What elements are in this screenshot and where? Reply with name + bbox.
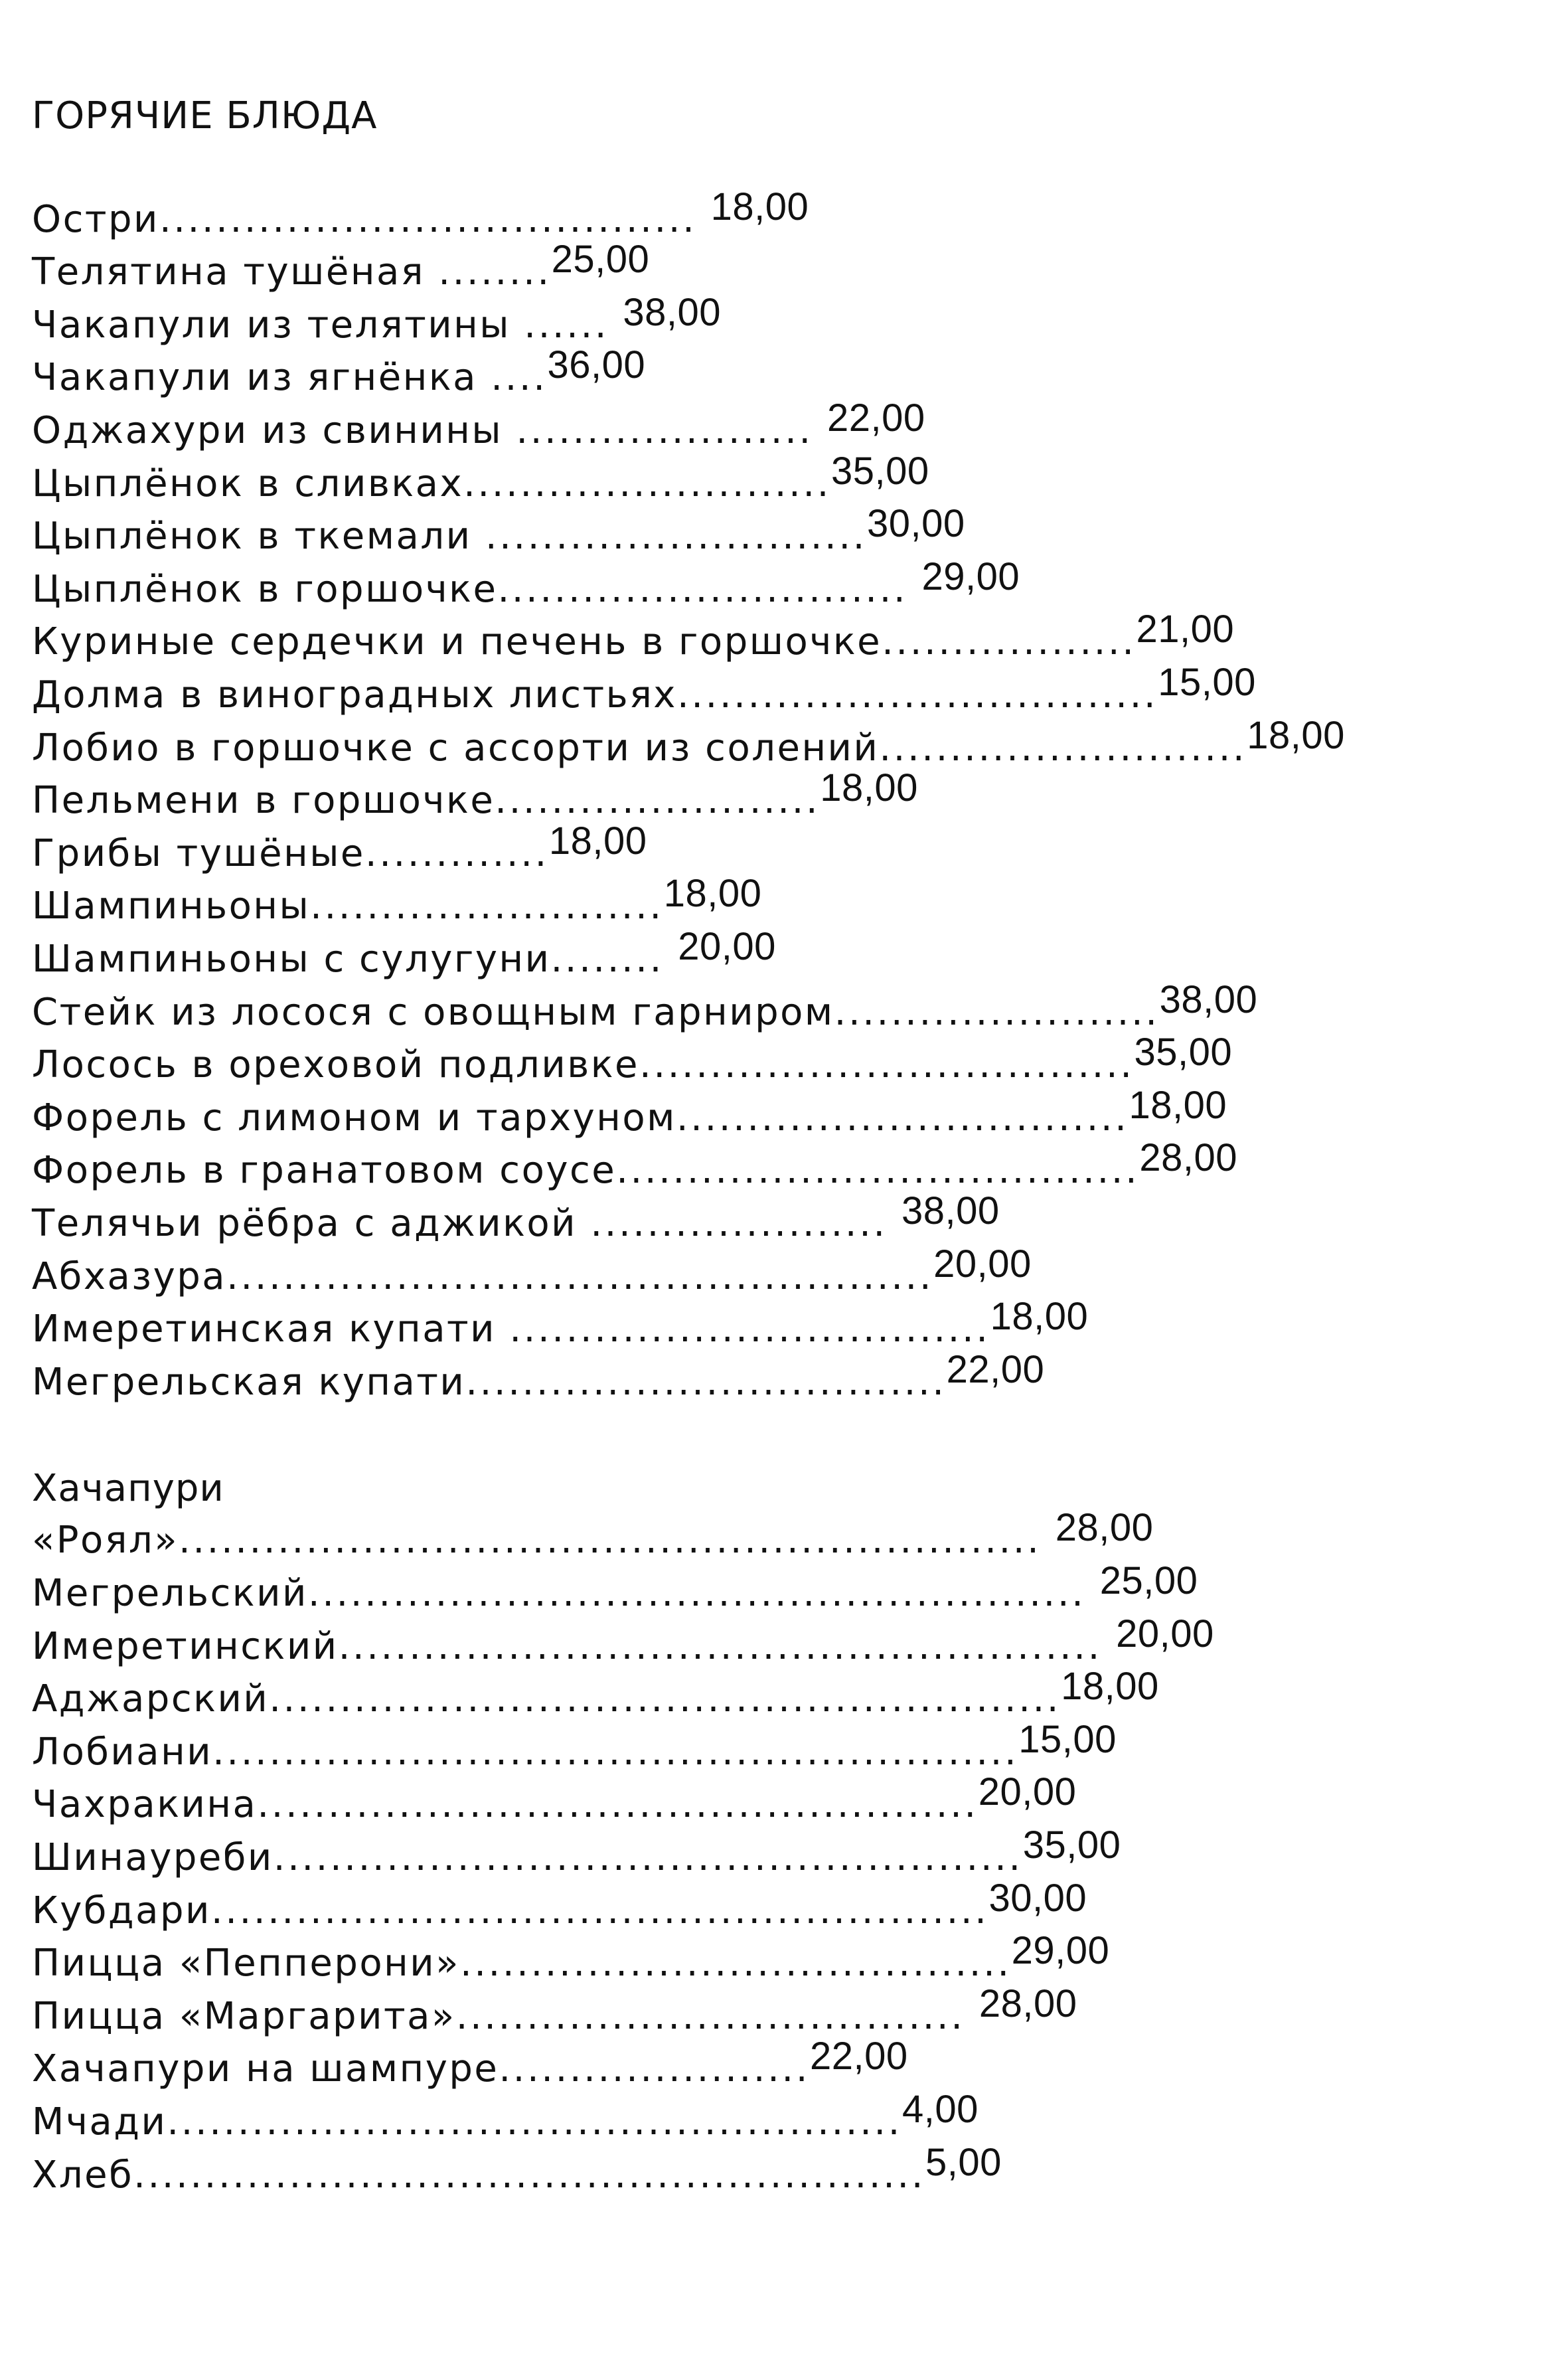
item-price: 18,00 [1061, 1665, 1159, 1708]
dot-leader: ........ [550, 938, 678, 981]
item-price: 20,00 [678, 925, 776, 968]
menu-item [32, 608, 1235, 669]
item-price: 22,00 [946, 1348, 1045, 1391]
menu-item [32, 2141, 1002, 2202]
item-name: Форель в гранатовом соусе [32, 1149, 617, 1192]
item-name: Мегрельская купати [32, 1361, 466, 1404]
dot-leader: .................................. [509, 1307, 990, 1351]
dot-leader: ...... [524, 303, 623, 347]
item-price: 4,00 [902, 2088, 979, 2131]
item-name: Стейк из лосося с овощным гарниром [32, 991, 834, 1034]
dot-leader: ................................................... [257, 1783, 979, 1826]
item-name: Цыплёнок в горшочке [32, 568, 498, 611]
dot-leader: .................................................... [167, 2100, 902, 2144]
dot-leader: ..................................... [616, 1149, 1140, 1192]
item-name: Абхазура [32, 1255, 227, 1298]
item-name: Чакапули из телятины [32, 303, 524, 347]
menu-item [32, 396, 925, 458]
menu-item [32, 2035, 908, 2096]
item-price: 15,00 [1158, 661, 1256, 704]
item-name: Мчади [32, 2100, 167, 2144]
menu-item [32, 1242, 1032, 1304]
menu-item [32, 661, 1256, 722]
item-price: 28,00 [1055, 1506, 1154, 1549]
item-name: Шинауреби [32, 1836, 274, 1879]
item-price: 28,00 [979, 1982, 1077, 2025]
item-price: 28,00 [1139, 1136, 1238, 1179]
item-name: Чахракина [32, 1783, 258, 1826]
menu-item [32, 2088, 979, 2149]
item-name: Лосось в ореховой подливке [32, 1043, 640, 1086]
item-name: Шампиньоны с сулугуни [32, 938, 551, 981]
item-price: 38,00 [902, 1189, 1000, 1232]
item-name: Грибы тушёные [32, 832, 365, 875]
section-title-hot-dishes: ГОРЯЧИЕ БЛЮДА [32, 94, 378, 137]
dot-leader: .......................... [463, 462, 831, 505]
dot-leader: ................................ [676, 1096, 1129, 1139]
item-name: Лобио в горшочке с ассорти из солений [32, 726, 880, 770]
menu-item [32, 185, 809, 246]
dot-leader: ........................................................ [133, 2153, 925, 2197]
item-name: Телячьи рёбра с аджикой [32, 1202, 591, 1245]
menu-item [32, 1612, 1214, 1673]
item-price: 18,00 [1129, 1084, 1227, 1127]
dot-leader: .... [491, 356, 548, 399]
item-name: Телятина тушёная [32, 250, 439, 294]
dot-leader: ....................................... [459, 1942, 1012, 1985]
item-price: 35,00 [830, 450, 929, 493]
item-name: Пицца «Маргарита» [32, 1995, 456, 2038]
item-name: Пельмени в горшочке [32, 779, 495, 822]
menu-item [32, 555, 1020, 616]
item-price: 20,00 [933, 1242, 1032, 1286]
item-price: 38,00 [623, 291, 722, 334]
item-name: Имеретинская купати [32, 1307, 510, 1351]
dot-leader: ............. [364, 832, 549, 875]
item-name: Оджахури из свинины [32, 409, 516, 452]
item-price: 18,00 [548, 819, 647, 863]
dot-leader: ...................................................... [338, 1625, 1117, 1668]
dot-leader: ........ [438, 250, 552, 294]
dot-leader: ............................. [497, 568, 922, 611]
item-name: Форель с лимоном и тархуном [32, 1096, 676, 1139]
menu-item [32, 1559, 1198, 1620]
menu-item [32, 872, 762, 933]
item-price: 22,00 [827, 396, 925, 440]
item-price: 29,00 [1011, 1929, 1110, 1972]
dot-leader: ........................................................ [269, 1677, 1061, 1721]
dot-leader: ..................................................... [273, 1836, 1023, 1879]
item-name: Лобиани [32, 1730, 213, 1774]
dot-leader: .................................. [676, 673, 1158, 716]
menu-item [32, 819, 647, 881]
item-name: Остри [32, 198, 159, 241]
menu-item [32, 1770, 1077, 1831]
dot-leader: ..................... [590, 1202, 902, 1245]
menu-item [32, 343, 646, 404]
dot-leader: ......................... [310, 884, 664, 928]
item-price: 18,00 [663, 872, 762, 915]
dot-leader: ...................................... [159, 198, 711, 241]
dot-leader: ......................................................... [212, 1730, 1019, 1774]
item-name: Аджарский [32, 1677, 270, 1721]
item-name: Цыплёнок в сливках [32, 462, 464, 505]
item-name: Пицца «Пепперони» [32, 1942, 460, 1985]
item-name: Мегрельский [32, 1572, 308, 1615]
dot-leader: ....................... [834, 991, 1160, 1034]
item-name: Имеретинский [32, 1625, 339, 1668]
item-price: 18,00 [820, 766, 918, 809]
dot-leader: ...................... [499, 2047, 810, 2090]
dot-leader: ....................................................... [307, 1572, 1100, 1615]
dot-leader: ............................................................. [179, 1519, 1056, 1562]
menu-item [32, 766, 918, 827]
item-price: 25,00 [551, 238, 650, 281]
item-name: Хачапури на шампуре [32, 2047, 499, 2090]
menu-item [32, 450, 929, 511]
dot-leader: ........................... [485, 515, 867, 558]
menu-item [32, 502, 965, 563]
dot-leader: .................................... [455, 1995, 979, 2038]
menu-item [32, 1823, 1121, 1885]
item-price: 18,00 [1247, 714, 1345, 757]
menu-item [32, 1189, 1000, 1250]
section-title-khachapuri: Хачапури [32, 1467, 224, 1510]
menu-item [32, 1084, 1227, 1145]
menu-item [32, 1929, 1110, 1990]
menu-item [32, 1136, 1238, 1197]
item-price: 29,00 [921, 555, 1020, 598]
item-name: Куриные сердечки и печень в горшочке [32, 620, 882, 663]
item-price: 35,00 [1022, 1823, 1121, 1867]
menu-item [32, 1295, 1089, 1356]
item-name: Цыплёнок в ткемали [32, 515, 485, 558]
item-price: 15,00 [1018, 1718, 1117, 1761]
dot-leader: .................................................. [226, 1255, 934, 1298]
item-name: Кубдари [32, 1889, 211, 1932]
menu-item [32, 1031, 1233, 1092]
menu-item [32, 1718, 1117, 1779]
item-price: 30,00 [988, 1877, 1087, 1920]
item-price: 18,00 [710, 185, 809, 228]
menu-item [32, 714, 1345, 775]
item-price: 22,00 [810, 2035, 908, 2078]
item-price: 18,00 [990, 1295, 1089, 1338]
menu-item [32, 1877, 1087, 1938]
item-price: 5,00 [925, 2141, 1002, 2184]
menu-item [32, 238, 650, 299]
dot-leader: .................................. [465, 1361, 947, 1404]
item-name: Долма в виноградных листьях [32, 673, 677, 716]
dot-leader: ....................... [495, 779, 821, 822]
item-name: Хлеб [32, 2153, 134, 2197]
dot-leader: ................................... [639, 1043, 1135, 1086]
dot-leader: .................. [882, 620, 1137, 663]
item-name: Чакапули из ягнёнка [32, 356, 491, 399]
item-price: 36,00 [547, 343, 646, 386]
item-price: 25,00 [1099, 1559, 1198, 1602]
dot-leader: ....................................................... [210, 1889, 989, 1932]
menu-item [32, 1348, 1045, 1409]
dot-leader: ..................... [516, 409, 828, 452]
item-price: 38,00 [1159, 978, 1258, 1021]
item-price: 21,00 [1136, 608, 1235, 651]
item-name: Шампиньоны [32, 884, 311, 928]
item-price: 20,00 [978, 1770, 1077, 1813]
menu-item [32, 925, 776, 986]
item-price: 30,00 [866, 502, 965, 545]
item-price: 35,00 [1134, 1031, 1233, 1074]
menu-item [32, 1982, 1077, 2043]
menu-item [32, 1506, 1154, 1567]
dot-leader: .......................... [879, 726, 1247, 770]
menu-item [32, 978, 1258, 1039]
menu-item [32, 1665, 1159, 1726]
item-price: 20,00 [1116, 1612, 1214, 1655]
item-name: «Роял» [32, 1519, 179, 1562]
